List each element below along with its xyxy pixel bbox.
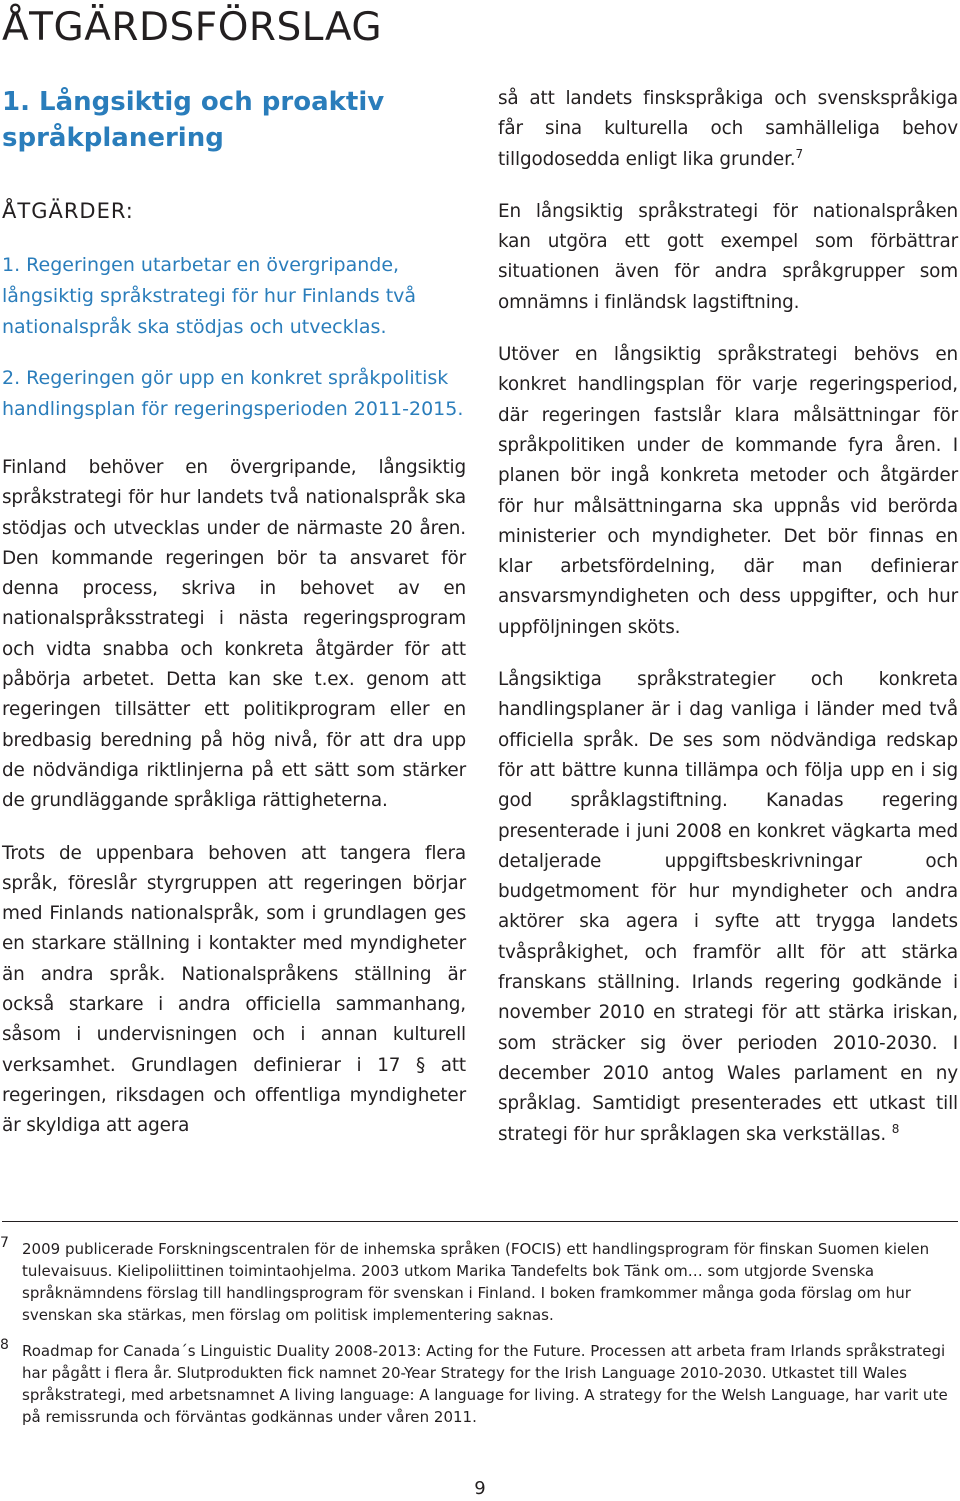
- body-paragraph: En långsiktig språkstrategi för nationalspråken kan utgöra ett gott exempel som förbättrar situationen även för andra språkgrupper som omnämns i finländsk lagstiftning.: [498, 200, 958, 313]
- body-paragraph: Finland behöver en övergripande, långsiktig språkstrategi för hur landets två nationalspråk ska stödjas och utvecklas under de närmaste 20 åren. Den kommande regeringen bör ta ansvaret för denna process, skriva in behovet av en nationalspråksstrategi i nästa regeringsprogram och vidta snabba och konkreta åtgärder för att påbörja arbetet. Detta kan ske t.ex. genom att regeringen tillsätter ett politikprogram eller en bredbasig beredning på hög nivå, för att dra upp de nödvändiga riktlinjerna på ett sätt som stärker de grundläggande språkliga rättigheterna.: [2, 457, 466, 812]
- footnote-number: 8: [0, 1337, 9, 1353]
- body-paragraph: Utöver en långsiktig språkstrategi behövs en konkret handlingsplan för varje regeringsperiod, där regeringen fastslår klara målsättningar för språkpolitiken under de kommande fyra åren. I planen bör ingå konkreta metoder och åtgärder för hur målsättningarna ska uppnås vid berörda ministerier och myndigheter. Det bör finnas en klar arbetsfördelning, där man definierar ansvarsmyndigheten och dess uppgifter, och hur uppföljningen sköts.: [498, 344, 958, 638]
- footnote-divider: [2, 1221, 958, 1222]
- footnotes: [0, 1235, 958, 1442]
- page-title: ÅTGÄRDSFÖRSLAG: [2, 5, 383, 50]
- footnote-item: [0, 1235, 958, 1326]
- action-item-1: 1. Regeringen utarbetar en övergripande, långsiktig språkstrategi för hur Finlands två nationalspråk ska stödjas och utvecklas.: [2, 254, 417, 338]
- footnote-text: Roadmap for Canada´s Linguistic Duality 2008-2013: Acting for the Future. Processen att arbeta fram Irlands språkstrategi har pågått i flera år. Slutprodukten fick namnet 20-Year Strategy for the Irish Language 2010-2030. Utkastet till Wales språkstrategi, med arbetsnamnet A living language: A language for living. A strategy for the Welsh Language, har varit ute på remissrunda och förväntas godkännas under våren 2011.: [22, 1342, 948, 1426]
- right-column: [498, 84, 958, 1172]
- footnote-number: 7: [0, 1235, 9, 1251]
- body-paragraph: [498, 665, 958, 1150]
- action-item-2: 2. Regeringen gör upp en konkret språkpolitisk handlingsplan för regeringsperioden 2011-2015.: [2, 367, 464, 420]
- paragraph-text: Långsiktiga språkstrategier och konkreta handlingsplaner är i dag vanliga i länder med två officiella språk. De ses som nödvändiga redskap för att bättre kunna tillämpa och följa upp en i sig god språklagstiftning. Kanadas regering presenterade i juni 2008 en konkret vägkarta med detaljerade uppgiftsbeskrivningar och budgetmoment för hur myndigheter och andra aktörer ska agera i syfte att trygga landets tvåspråkighet, och framför allt för att stärka franskans ställning. Irlands regering godkände i november 2010 en strategi för att stärka iriskan, som sträcker sig över perioden 2010-2030. I december 2010 antog Wales parlament en ny språklag. Samtidigt presenterades ett utkast till strategi för hur språklagen ska verkställas.: [498, 669, 958, 1145]
- footnote-text: 2009 publicerade Forskningscentralen för de inhemska språken (FOCIS) ett handlingsprogram för finskan Suomen kielen tulevaisuus. Kielipoliittinen toimintaohjelma. 2003 utkom Marika Tandefelts bok Tänk om… som utgjorde Svenska språknämndens förslag till handlingsprogram för svenskan i Finland. I boken framkommer många goda förslag om hur svenskan ska stärkas, men förslag om politisk implementering saknas.: [22, 1240, 930, 1324]
- footnote-ref: 7: [795, 146, 803, 161]
- page-number: 9: [474, 1478, 486, 1499]
- body-paragraph: Trots de uppenbara behoven att tangera flera språk, föreslår styrgruppen att regeringen börjar med Finlands nationalspråk, som i grundlagen ges en starkare ställning i kontakter med myndigheter än andra språk. Nationalspråkens ställning är också starkare i andra officiella sammanhang, såsom i undervisningen och i annan kulturell verksamhet. Grundlagen definierar i 17 § att regeringen, riksdagen och offentliga myndigheter är skyldiga att agera: [2, 842, 466, 1137]
- footnote-item: [0, 1337, 958, 1428]
- body-paragraph: [498, 84, 958, 175]
- left-column: [2, 196, 466, 1164]
- footnote-ref: 8: [891, 1121, 900, 1136]
- paragraph-text: så att landets finskspråkiga och svenskspråkiga får sina kulturella och samhälleliga behov tillgodosedda enligt lika grunder.: [498, 88, 958, 170]
- section-heading: 1. Långsiktig och proaktiv språkplanering: [2, 87, 385, 153]
- actions-subheading: ÅTGÄRDER:: [2, 199, 134, 223]
